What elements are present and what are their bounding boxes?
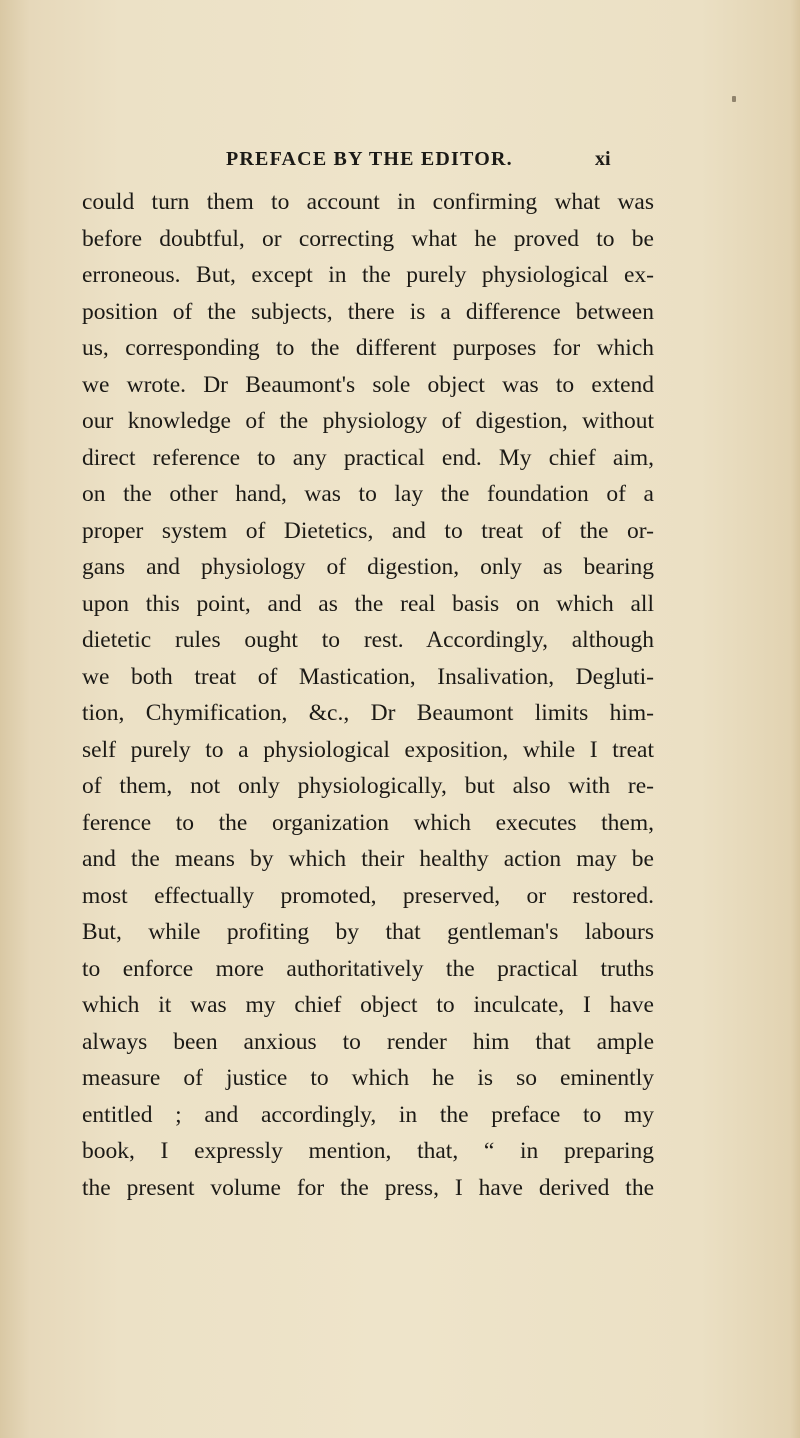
body-text xyxy=(82,184,654,1206)
page-number: xi xyxy=(595,148,611,170)
ink-speck xyxy=(732,96,736,102)
text-line: ference to the organization which executes them, xyxy=(82,809,654,836)
text-line: could turn them to account in confirming what was xyxy=(82,189,654,215)
text-line: measure of justice to which he is so eminently xyxy=(82,1065,654,1091)
text-line: the present volume for the press, I have derived the xyxy=(82,1174,654,1201)
text-line: But, while profiting by that gentleman's labours xyxy=(82,919,654,945)
text-line: of them, not only physiologically, but also with re- xyxy=(82,773,654,799)
text-line: us, corresponding to the different purposes for which xyxy=(82,335,654,361)
text-line: self purely to a physiological exposition, while I treat xyxy=(82,736,654,763)
text-line: direct reference to any practical end. My chief aim, xyxy=(82,444,654,471)
text-line: before doubtful, or correcting what he proved to be xyxy=(82,225,654,252)
text-line: tion, Chymification, &c., Dr Beaumont limits him- xyxy=(82,700,654,726)
text-line: dietetic rules ought to rest. Accordingly, although xyxy=(82,627,654,653)
text-line: entitled ; and accordingly, in the preface to my xyxy=(82,1101,654,1128)
text-line: always been anxious to render him that ample xyxy=(82,1028,654,1055)
text-line: on the other hand, was to lay the foundation of a xyxy=(82,481,654,507)
text-line: we both treat of Mastication, Insalivation, Degluti- xyxy=(82,663,654,690)
text-line: we wrote. Dr Beaumont's sole object was to extend xyxy=(82,371,654,398)
text-line: which it was my chief object to inculcate, I have xyxy=(82,992,654,1018)
text-line: book, I expressly mention, that, “ in preparing xyxy=(82,1138,654,1164)
text-line: erroneous. But, except in the purely physiological ex- xyxy=(82,262,654,288)
text-line: position of the subjects, there is a difference between xyxy=(82,298,654,325)
text-line: our knowledge of the physiology of digestion, without xyxy=(82,408,654,434)
text-line: most effectually promoted, preserved, or restored. xyxy=(82,882,654,909)
text-line: gans and physiology of digestion, only as bearing xyxy=(82,554,654,580)
text-line: to enforce more authoritatively the practical truths xyxy=(82,955,654,982)
text-line: and the means by which their healthy action may be xyxy=(82,846,654,872)
running-title: PREFACE BY THE EDITOR. xyxy=(226,148,513,170)
text-line: proper system of Dietetics, and to treat of the or- xyxy=(82,517,654,544)
text-line: upon this point, and as the real basis on which all xyxy=(82,590,654,617)
